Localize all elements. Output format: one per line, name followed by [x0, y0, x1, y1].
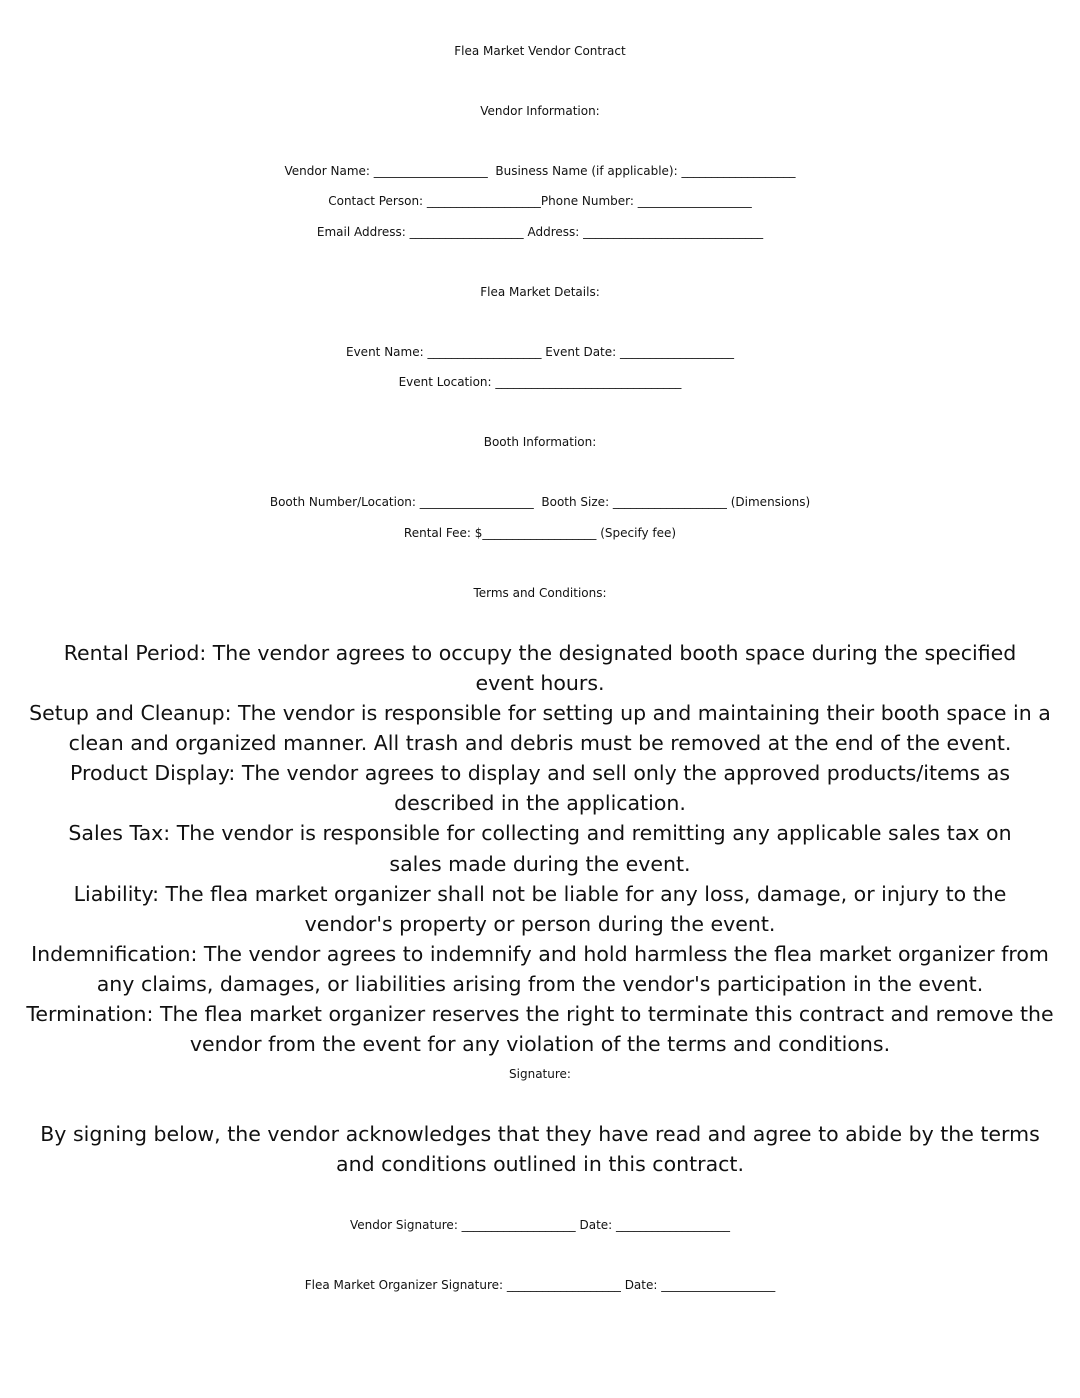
spacer [0, 1180, 1080, 1210]
spacer [0, 457, 1080, 487]
term-liability: Liability: The flea market organizer shall not be liable for any loss, damage, or injury to the vendor's property or person during the event. [73, 881, 1007, 936]
term-setup-cleanup: Setup and Cleanup: The vendor is responsible for setting up and maintaining their booth space in a clean and organized manner. All trash and debris must be removed at the end of the event. [29, 701, 1051, 756]
spacer [0, 307, 1080, 337]
contract-document [0, 36, 1080, 1300]
signature-acknowledgement: By signing below, the vendor acknowledges that they have read and agree to abide by the terms and conditions outlined in this contract. [40, 1122, 1040, 1177]
booth-number-line: Booth Number/Location: ___________________ Booth Size: ___________________ (Dimensions) [269, 495, 811, 510]
contact-person-line: Contact Person: ___________________Phone Number: ___________________ [328, 194, 752, 209]
vendor-signature-line: Vendor Signature: ___________________ Date: ___________________ [349, 1217, 731, 1232]
vendor-name-line: Vendor Name: ___________________ Business Name (if applicable): ___________________ [284, 164, 796, 179]
term-indemnification: Indemnification: The vendor agrees to indemnify and hold harmless the flea market organizer from any claims, damages, or liabilities arising from the vendor's participation in the event. [31, 941, 1049, 996]
flea-market-details-heading: Flea Market Details: [480, 284, 600, 299]
term-rental-period: Rental Period: The vendor agrees to occupy the designated booth space during the specified event hours. [63, 640, 1017, 695]
vendor-information-heading: Vendor Information: [480, 104, 600, 119]
spacer [0, 548, 1080, 578]
organizer-signature-line: Flea Market Organizer Signature: ___________________ Date: ___________________ [304, 1277, 776, 1292]
event-name-line: Event Name: ___________________ Event Date: ___________________ [346, 344, 734, 359]
email-address-line: Email Address: ___________________ Address: ______________________________ [316, 224, 764, 239]
spacer [0, 1089, 1080, 1119]
spacer [0, 397, 1080, 427]
spacer [0, 1240, 1080, 1270]
term-sales-tax: Sales Tax: The vendor is responsible for collecting and remitting any applicable sales tax on sales made during the event. [68, 821, 1012, 876]
spacer [0, 608, 1080, 638]
terms-heading: Terms and Conditions: [473, 585, 607, 600]
spacer [0, 66, 1080, 96]
spacer [0, 247, 1080, 277]
term-product-display: Product Display: The vendor agrees to display and sell only the approved products/items as described in the application. [70, 761, 1010, 816]
document-title: Flea Market Vendor Contract [454, 44, 626, 58]
rental-fee-line: Rental Fee: $___________________ (Specify fee) [403, 525, 677, 540]
booth-information-heading: Booth Information: [483, 435, 597, 450]
term-termination: Termination: The flea market organizer reserves the right to terminate this contract and remove the vendor from the event for any violation of the terms and conditions. [26, 1002, 1054, 1057]
event-location-line: Event Location: _______________________________ [398, 375, 682, 390]
spacer [0, 126, 1080, 156]
signature-heading: Signature: [509, 1067, 571, 1082]
